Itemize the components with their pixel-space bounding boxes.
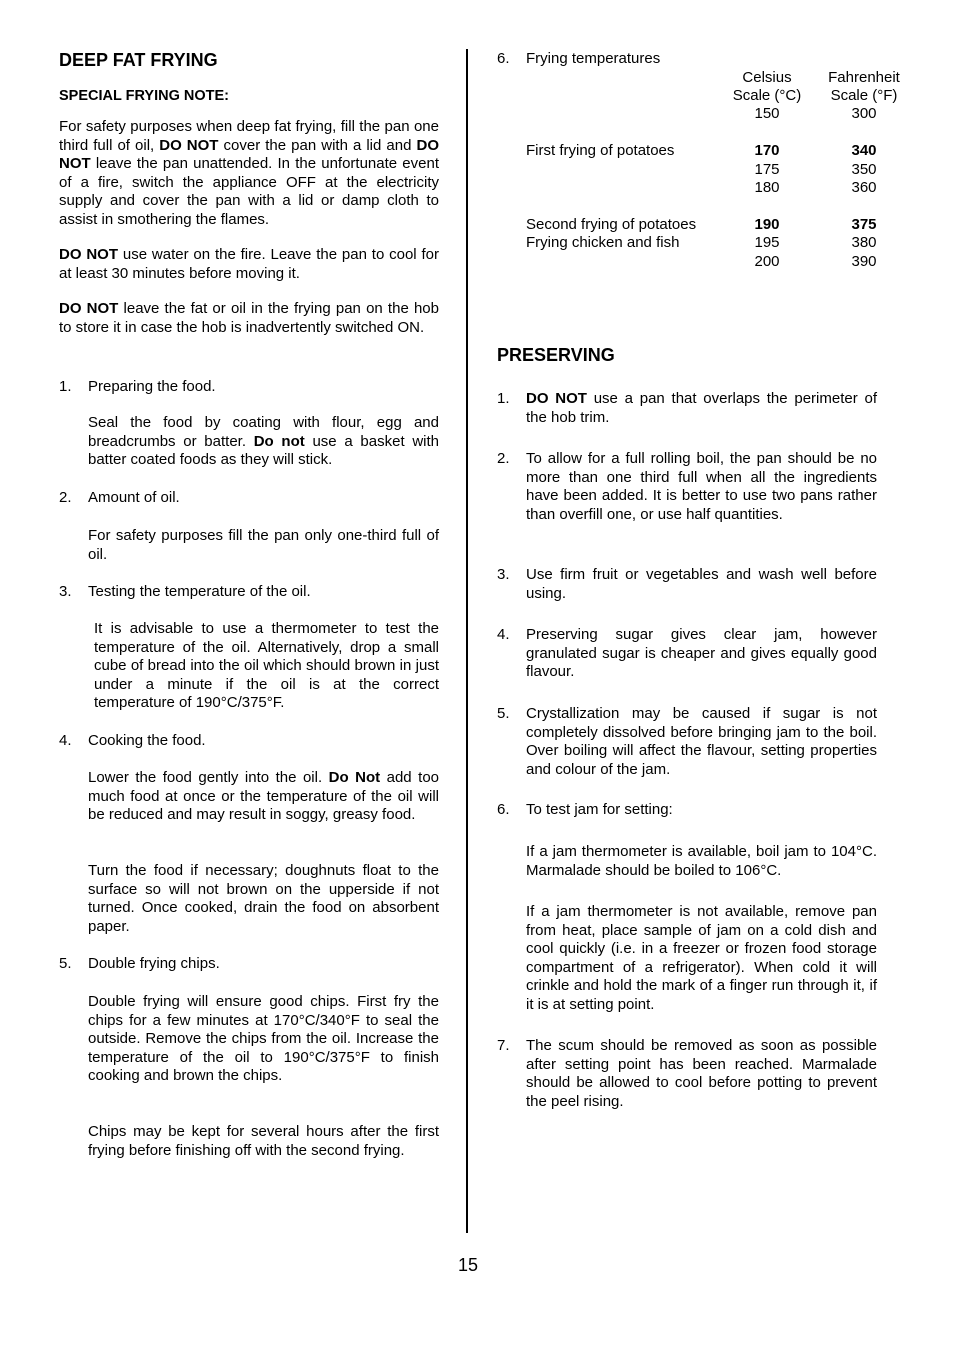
item-paragraph: Crystallization may be caused if sugar is not completely dissolved before bringing jam to the boil. Over boiling will affect the flavour, setting properties and colour of the jam. xyxy=(526,705,877,778)
item-title: To test jam for setting: xyxy=(526,801,673,818)
item-paragraph: It is advisable to use a thermometer to test the temperature of the oil. Alternatively, drop a small cube of bread into the oil which should brown in just under a minute if the oil is at the correct temperature of 190°C/375°F. xyxy=(94,620,439,711)
table-cell-celsius: 195 xyxy=(754,234,780,251)
item-number: 4. xyxy=(497,626,510,643)
item-title: Preparing the food. xyxy=(88,378,216,395)
table-cell-fahrenheit: 340 xyxy=(851,142,877,159)
fahrenheit-header: Fahrenheit xyxy=(828,69,900,86)
table-row-label: Frying chicken and fish xyxy=(526,234,680,251)
item-number: 2. xyxy=(497,450,510,467)
item-number: 2. xyxy=(59,489,72,506)
item-paragraph: Turn the food if necessary; doughnuts float to the surface so will not brown on the upperside if not turned. Once cooked, drain the food on absorbent paper. xyxy=(88,862,439,935)
item-title: Testing the temperature of the oil. xyxy=(88,583,311,600)
celsius-header-unit: Scale (°C) xyxy=(732,87,802,104)
item-paragraph: The scum should be removed as soon as possible after setting point has been reached. Marmalade should be allowed to cool before potting to prevent the peel rising. xyxy=(526,1037,877,1110)
item-paragraph: DO NOT use a pan that overlaps the perimeter of the hob trim. xyxy=(526,390,877,426)
table-cell-celsius: 170 xyxy=(754,142,780,159)
special-frying-note-subheading: SPECIAL FRYING NOTE: xyxy=(59,88,229,104)
table-cell-celsius: 180 xyxy=(754,179,780,196)
item-title: Amount of oil. xyxy=(88,489,180,506)
table-cell-fahrenheit: 300 xyxy=(851,105,877,122)
item-paragraph: Lower the food gently into the oil. Do Not add too much food at once or the temperature of the oil will be reduced and may result in soggy, greasy food. xyxy=(88,769,440,823)
table-row-label: First frying of potatoes xyxy=(526,142,675,159)
item-number: 7. xyxy=(497,1037,510,1054)
item-paragraph: Chips may be kept for several hours after the first frying before finishing off with the second frying. xyxy=(88,1123,439,1159)
frying-temperatures-title: Frying temperatures xyxy=(526,50,661,67)
item-paragraph: For safety purposes fill the pan only one-third full of oil. xyxy=(88,527,439,563)
item-number: 5. xyxy=(59,955,72,972)
item-paragraph: Double frying will ensure good chips. First fry the chips for a few minutes at 170°C/340°F to seal the outside. Remove the chips from the oil. Increase the temperature of the oil to 190°C/375°F to finish cooking and brown the chips. xyxy=(88,993,439,1084)
table-cell-celsius: 190 xyxy=(754,216,780,233)
table-cell-fahrenheit: 380 xyxy=(851,234,877,251)
item-number: 1. xyxy=(59,378,72,395)
item-title: Double frying chips. xyxy=(88,955,220,972)
item-number: 6. xyxy=(497,50,510,67)
deep-fat-frying-heading: DEEP FAT FRYING xyxy=(59,50,218,70)
table-cell-celsius: 175 xyxy=(754,161,780,178)
preserving-heading: PRESERVING xyxy=(497,345,615,365)
item-number: 3. xyxy=(59,583,72,600)
table-row-label: Second frying of potatoes xyxy=(526,216,697,233)
item-paragraph: Use firm fruit or vegetables and wash well before using. xyxy=(526,566,877,602)
item-paragraph: To allow for a full rolling boil, the pan should be no more than one third full when all the ingredients have been added. It is better to use two pans rather than overfill one, or use half quantities. xyxy=(526,450,877,523)
fahrenheit-header-unit: Scale (°F) xyxy=(830,87,898,104)
table-cell-fahrenheit: 375 xyxy=(851,216,877,233)
page-number: 15 xyxy=(457,1255,479,1275)
table-cell-fahrenheit: 350 xyxy=(851,161,877,178)
item-paragraph: If a jam thermometer is not available, remove pan from heat, place sample of jam on a cold dish and cool quickly (i.e. in a freezer or frozen food storage compartment of a refrigerator). When cold it will crinkle and hold the mark of a finger run through it, if it is at setting point. xyxy=(526,903,877,1013)
column-divider xyxy=(466,49,468,1233)
table-cell-fahrenheit: 360 xyxy=(851,179,877,196)
item-paragraph: Preserving sugar gives clear jam, however granulated sugar is cheaper and gives equally good flavour. xyxy=(526,626,877,680)
table-cell-fahrenheit: 390 xyxy=(851,253,877,270)
item-number: 5. xyxy=(497,705,510,722)
item-paragraph: If a jam thermometer is available, boil jam to 104°C. Marmalade should be boiled to 106°C. xyxy=(526,843,877,879)
item-title: Cooking the food. xyxy=(88,732,206,749)
water-warning-paragraph: DO NOT use water on the fire. Leave the pan to cool for at least 30 minutes before moving it. xyxy=(59,246,439,282)
item-number: 1. xyxy=(497,390,510,407)
item-number: 4. xyxy=(59,732,72,749)
item-paragraph: Seal the food by coating with flour, egg and breadcrumbs or batter. Do not use a basket with batter coated foods as they will stick. xyxy=(88,414,439,468)
item-number: 6. xyxy=(497,801,510,818)
table-cell-celsius: 200 xyxy=(754,253,780,270)
celsius-header: Celsius xyxy=(742,69,792,86)
item-number: 3. xyxy=(497,566,510,583)
storage-warning-paragraph: DO NOT leave the fat or oil in the frying pan on the hob to store it in case the hob is inadvertently switched ON. xyxy=(59,300,439,336)
table-cell-celsius: 150 xyxy=(754,105,780,122)
safety-note-paragraph: For safety purposes when deep fat frying, fill the pan one third full of oil, DO NOT cover the pan with a lid and DO NOT leave the pan unattended. In the unfortunate event of a fire, switch the appliance OFF at the electricity supply and cover the pan with a lid or damp cloth to assist in smothering the flames. xyxy=(59,118,439,228)
